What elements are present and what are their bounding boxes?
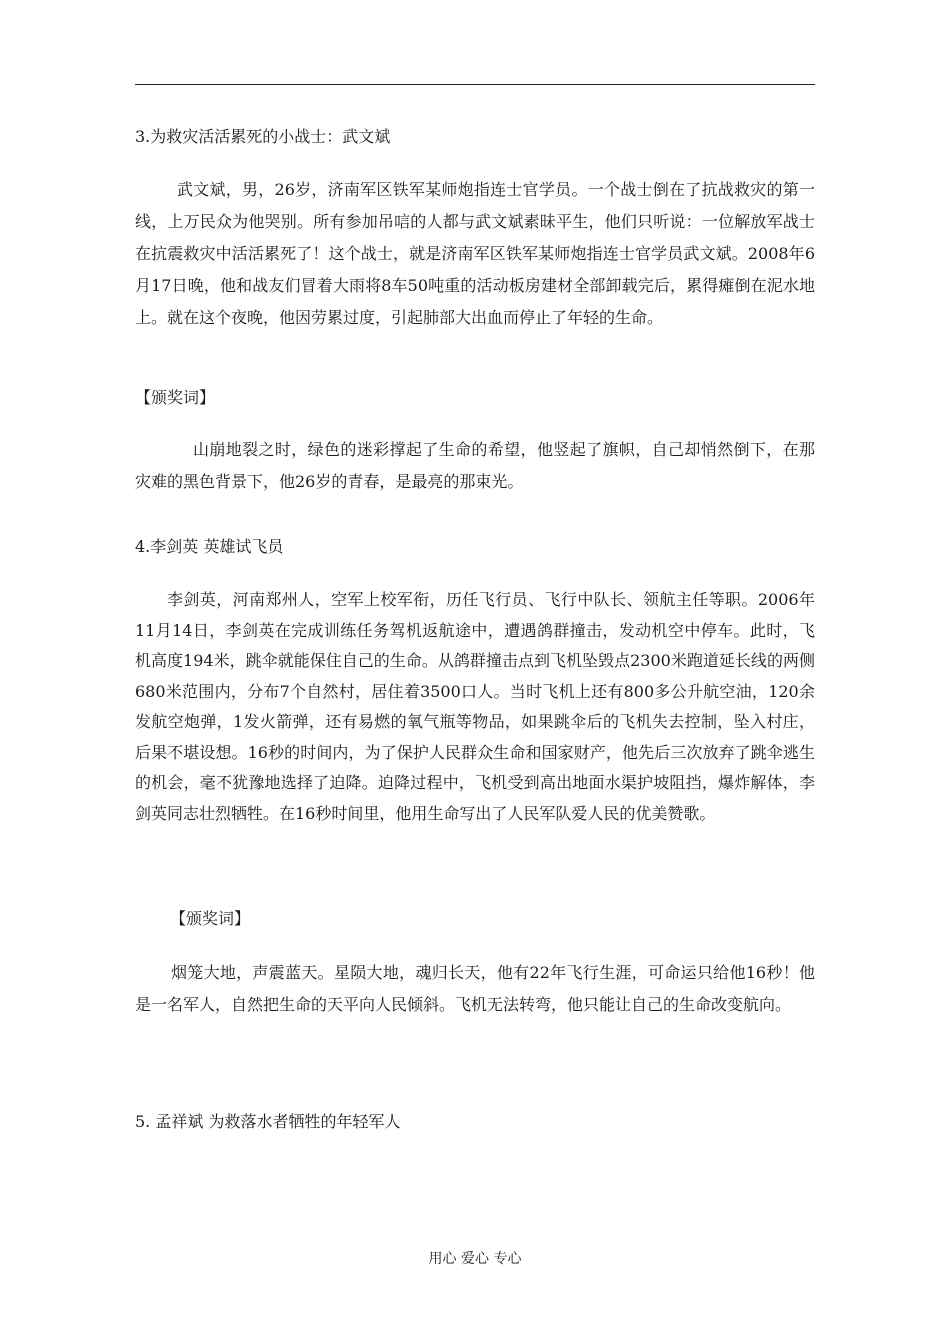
- page-footer: 用心 爱心 专心: [428, 1251, 522, 1267]
- section-4-body: 李剑英，河南郑州人，空军上校军衔，历任飞行员、飞行中队长、领航主任等职。2006年11月14日，李剑英在完成训练任务驾机返航途中，遭遇鸽群撞击，发动机空中停车。此时，飞机高度194米，跳伞就能保住自己的生命。从鸽群撞击点到飞机坠毁点2300米跑道延长线的两侧680米范围内，分布7个自然村，居住着3500口人。当时飞机上还有800多公升航空油，120余发航空炮弹，1发火箭弹，还有易燃的氧气瓶等物品，如果跳伞后的飞机失去控制，坠入村庄，后果不堪设想。16秒的时间内，为了保护人民群众生命和国家财产，他先后三次放弃了跳伞逃生的机会，毫不犹豫地选择了迫降。迫降过程中，飞机受到高出地面水渠护坡阻挡，爆炸解体，李剑英同志壮烈牺牲。在16秒时间里，他用生命写出了人民军队爱人民的优美赞歌。: [135, 590, 815, 823]
- section-3-award-label: 【颁奖词】: [135, 388, 216, 407]
- section-3-award-text: 山崩地裂之时，绿色的迷彩撑起了生命的希望，他竖起了旗帜，自己却悄然倒下，在那灾难的黑色背景下，他26岁的青春，是最亮的那束光。: [135, 440, 815, 491]
- header-rule: [135, 84, 815, 85]
- section-5-heading: 5. 孟祥斌 为救落水者牺牲的年轻军人: [135, 1112, 401, 1131]
- section-3-body: 武文斌，男，26岁，济南军区铁军某师炮指连士官学员。一个战士倒在了抗战救灾的第一线，上万民众为他哭别。所有参加吊唁的人都与武文斌素昧平生，他们只听说：一位解放军战士在抗震救灾中活活累死了！这个战士，就是济南军区铁军某师炮指连士官学员武文斌。2008年6月17日晚，他和战友们冒着大雨将8车50吨重的活动板房建材全部卸载完后，累得瘫倒在泥水地上。就在这个夜晚，他因劳累过度，引起肺部大出血而停止了年轻的生命。: [135, 180, 815, 327]
- section-4-award-text: 烟笼大地，声震蓝天。星陨大地，魂归长天，他有22年飞行生涯，可命运只给他16秒！他是一名军人，自然把生命的天平向人民倾斜。飞机无法转弯，他只能让自己的生命改变航向。: [135, 963, 815, 1014]
- section-4-award-label: 【颁奖词】: [170, 909, 251, 928]
- section-4-heading: 4.李剑英 英雄试飞员: [135, 537, 284, 556]
- section-3-heading: 3.为救灾活活累死的小战士：武文斌: [135, 127, 391, 146]
